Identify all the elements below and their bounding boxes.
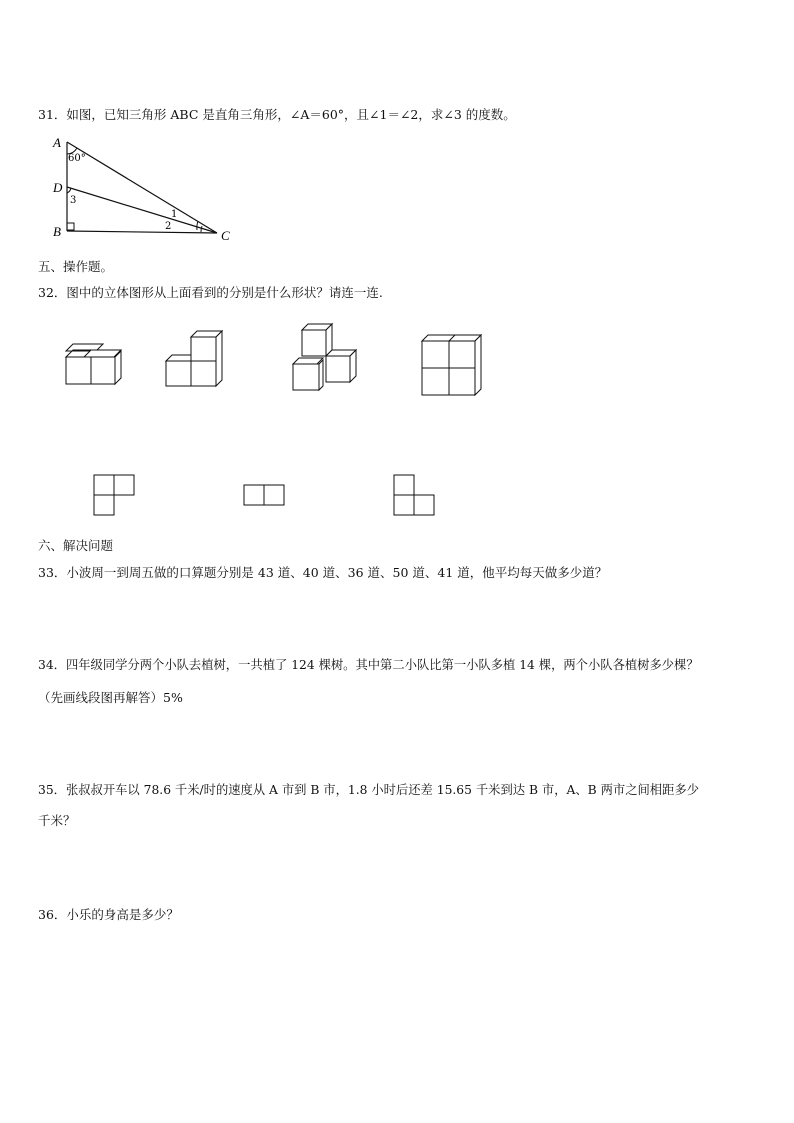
- question-35-line-2: 千米？: [38, 813, 76, 828]
- solid-figure-1: [63, 342, 133, 392]
- angle-3-label: 3: [70, 195, 77, 206]
- angle-a-label: 60°: [68, 153, 86, 164]
- top-view-shape-3: [393, 474, 438, 519]
- top-view-shape-2: [243, 484, 288, 509]
- question-34-line-2: （先画线段图再解答）5%: [38, 690, 183, 705]
- top-view-shape-1: [93, 474, 138, 519]
- question-33-text: 33．小波周一到周五做的口算题分别是 43 道、40 道、36 道、50 道、41 道，他平均每天做多少道？: [38, 565, 608, 580]
- label-a: A: [53, 135, 61, 150]
- solid-figure-2: [164, 325, 234, 395]
- section-6-heading: 六、解决问题: [38, 538, 114, 553]
- question-36-text: 36．小乐的身高是多少？: [38, 907, 179, 922]
- question-34-line-1: 34．四年级同学分两个小队去植树，一共植了 124 棵树。其中第二小队比第一小队多植 14 棵，两个小队各植树多少棵？: [38, 658, 699, 672]
- angle-1-label: 1: [171, 209, 178, 220]
- question-35-line-1: 35．张叔叔开车以 78.6 千米/时的速度从 A 市到 B 市，1.8 小时后还差 15.65 千米到达 B 市，A、B 两市之间相距多少: [38, 783, 699, 797]
- label-c: C: [221, 228, 230, 243]
- label-b: B: [53, 224, 61, 239]
- solid-figure-4: [419, 333, 489, 398]
- label-d: D: [53, 180, 63, 195]
- section-5-heading: 五、操作题。: [38, 259, 114, 274]
- angle-2-label: 2: [165, 221, 172, 232]
- question-31-text: 31．如图，已知三角形 ABC 是直角三角形，∠A＝60°，且∠1＝∠2，求∠3 的度数。: [38, 107, 516, 122]
- triangle-figure: [50, 136, 250, 246]
- solid-figure-3: [291, 322, 371, 397]
- question-32-text: 32．图中的立体图形从上面看到的分别是什么形状？请连一连.: [38, 285, 383, 300]
